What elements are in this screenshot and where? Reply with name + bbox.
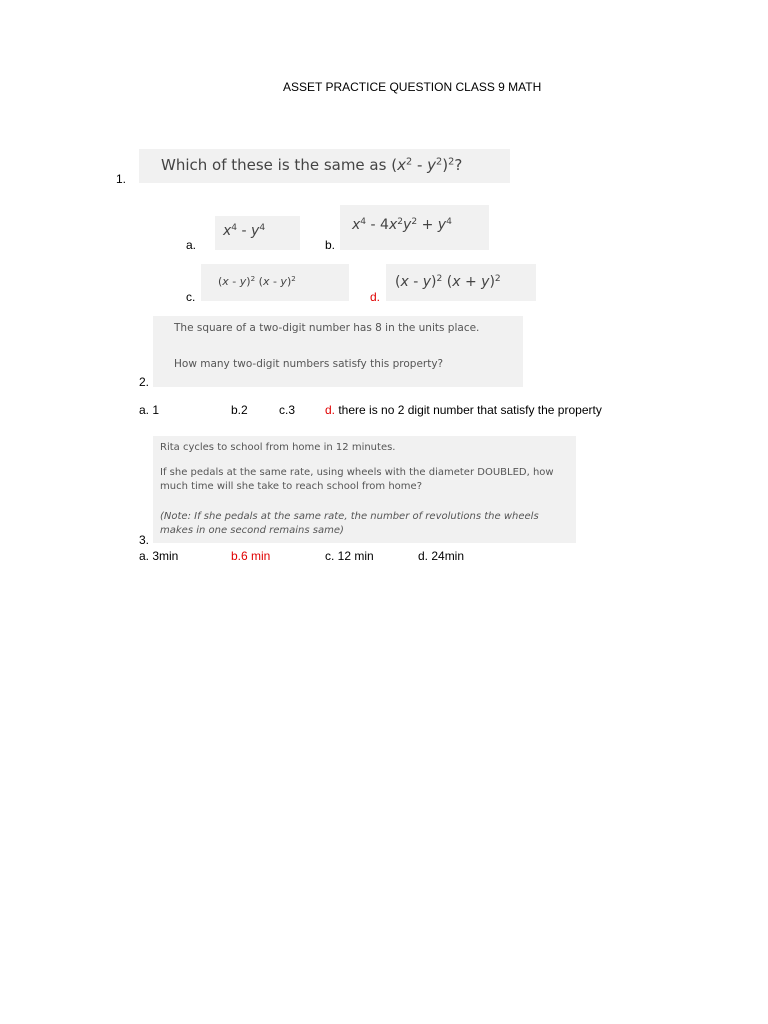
q1-option-c-label: c. xyxy=(186,290,196,304)
question-2-number: 2. xyxy=(139,375,150,389)
question-3-number: 3. xyxy=(139,533,150,547)
q1-option-a-image: $x^4 - y^4$ xyxy=(215,216,300,250)
q2-option-b: b.2 xyxy=(231,403,248,417)
q1-option-b-image: $x^4 - 4x^2y^2 + y^4$ xyxy=(340,205,489,250)
q2-prompt-line-1: The square of a two-digit number has 8 in the units place. xyxy=(174,322,480,334)
q2-option-c: c.3 xyxy=(279,403,296,417)
q3-option-d: d. 24min xyxy=(418,549,465,563)
q1-option-d-label: d. xyxy=(370,290,381,304)
q3-prompt-line-1: Rita cycles to school from home in 12 minutes. xyxy=(160,442,396,453)
q2-prompt-line-2: How many two-digit numbers satisfy this property? xyxy=(174,358,444,370)
q3-prompt-line-2: If she pedals at the same rate, using wheels with the diameter DOUBLED, how xyxy=(160,467,554,478)
q1-option-b-label: b. xyxy=(325,238,336,252)
q2-option-d-label: d. xyxy=(325,403,336,417)
q1-option-c-image: (x - y)$^2$ (x - y)$^2$ xyxy=(201,264,349,301)
q1-option-a-label: a. xyxy=(186,238,197,252)
question-1-number: 1. xyxy=(116,172,127,186)
q2-option-d: d. there is no 2 digit number that satisfy the property xyxy=(325,403,602,417)
page-title: ASSET PRACTICE QUESTION CLASS 9 MATH xyxy=(283,80,542,94)
question-2-prompt-image xyxy=(153,316,523,387)
q3-option-b: b.6 min xyxy=(231,549,271,563)
q3-prompt-line-3: much time will she take to reach school from home? xyxy=(160,481,423,492)
question-3-prompt-image xyxy=(153,436,576,543)
q1-option-d-image: (x - y)$^2$ $(x + y)^2$ xyxy=(386,264,536,301)
q2-option-a: a. 1 xyxy=(139,403,160,417)
q3-option-c: c. 12 min xyxy=(325,549,374,563)
q3-prompt-note-line-2: makes in one second remains same) xyxy=(160,525,344,536)
q3-prompt-note-line-1: (Note: If she pedals at the same rate, the number of revolutions the wheels xyxy=(160,511,539,522)
question-1-prompt-image: Which of these is the same as $(x^2 - y^2)^2$? xyxy=(139,149,510,183)
q3-option-a: a. 3min xyxy=(139,549,179,563)
